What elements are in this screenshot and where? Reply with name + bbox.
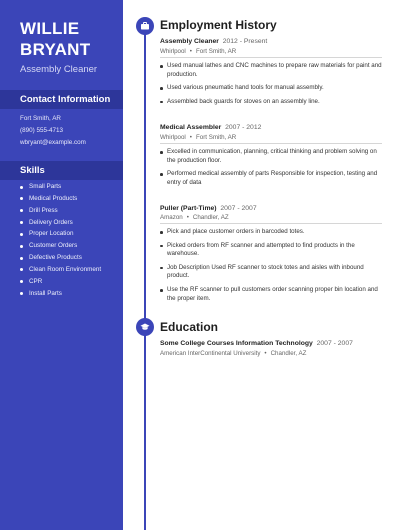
job-bullets [160, 148, 382, 187]
school-line: American InterContinental University • Chandler, AZ [160, 350, 307, 357]
bullet-dot [20, 233, 23, 236]
bullet-item: Used manual lathes and CNC machines to prepare raw materials for paint and production. [160, 62, 382, 79]
employment-heading: Employment History [160, 18, 277, 32]
job-company-line: Amazon • Chandler, AZ [160, 214, 229, 221]
bullet-dot [160, 231, 163, 234]
skill-item: Drill Press [20, 207, 101, 219]
bullet-dot [20, 209, 23, 212]
skill-item: Small Parts [20, 183, 101, 195]
timeline-line [144, 22, 146, 530]
bullet-item: Performed medical assembly of parts Responsible for inspection, testing and entry of data [160, 170, 382, 187]
contact-heading: Contact Information [20, 94, 111, 105]
skill-item: Delivery Orders [20, 219, 101, 231]
skill-item: Install Parts [20, 290, 101, 302]
school-location: Chandler, AZ [270, 350, 307, 357]
skills-heading: Skills [20, 165, 45, 176]
job-location: Fort Smith, AR [195, 134, 237, 141]
job-bullets [160, 228, 382, 303]
job-header [160, 38, 267, 45]
bullet-dot [160, 289, 163, 292]
divider [160, 143, 382, 144]
skill-item: CPR [20, 278, 101, 290]
graduation-cap-icon [136, 318, 154, 336]
job-company: Whirlpool [160, 48, 186, 55]
contact-phone: (890) 555-4713 [20, 127, 64, 134]
bullet-dot [20, 245, 23, 248]
job-company-line: Whirlpool • Fort Smith, AR [160, 48, 237, 55]
contact-email: wbryant@example.com [20, 139, 86, 146]
contact-heading-band [0, 90, 123, 109]
job-dates: 2007 - 2012 [225, 124, 262, 131]
bullet-item: Use the RF scanner to pull customers order scanning proper bin location and the proper item. [160, 286, 382, 303]
bullet-item: Assembled back guards for stoves on an assembly line. [160, 98, 382, 107]
bullet-dot [20, 280, 23, 283]
skill-item: Clean Room Environment [20, 266, 101, 278]
job-title: Puller (Part-Time) [160, 205, 217, 212]
education-header [160, 340, 353, 347]
bullet-dot [20, 257, 23, 260]
bullet-item: Excelled in communication, planning, critical thinking and problem solving on the production floor. [160, 148, 382, 165]
divider [160, 223, 382, 224]
job-location: Chandler, AZ [192, 214, 229, 221]
bullet-dot [20, 292, 23, 295]
education-dates: 2007 - 2007 [316, 340, 353, 347]
job-dates: 2012 - Present [222, 38, 268, 45]
bullet-dot [160, 151, 163, 154]
bullet-dot [160, 245, 163, 248]
job-title: Assembly Cleaner [20, 64, 98, 75]
job-title: Medical Assembler [160, 124, 222, 131]
job-bullets [160, 62, 382, 106]
skill-item: Customer Orders [20, 242, 101, 254]
briefcase-icon [136, 17, 154, 35]
bullet-dot [20, 221, 23, 224]
bullet-dot [160, 65, 163, 68]
bullet-dot [160, 101, 163, 104]
skill-item: Proper Location [20, 230, 101, 242]
first-name: WILLIE [20, 19, 80, 38]
skills-heading-band [0, 161, 123, 180]
bullet-dot [160, 267, 163, 270]
job-header [160, 124, 261, 131]
job-dates: 2007 - 2007 [220, 205, 257, 212]
job-header [160, 205, 257, 212]
skill-item: Defective Products [20, 254, 101, 266]
job-company-line: Whirlpool • Fort Smith, AR [160, 134, 237, 141]
candidate-name [20, 18, 90, 60]
bullet-item: Pick and place customer orders in barcoded totes. [160, 228, 382, 237]
job-title: Assembly Cleaner [160, 38, 219, 45]
bullet-item: Picked orders from RF scanner and attempted to find products in the warehouse. [160, 242, 382, 259]
bullet-dot [20, 197, 23, 200]
degree: Some College Courses Information Technology [160, 340, 313, 347]
bullet-dot [160, 173, 163, 176]
skill-item: Medical Products [20, 195, 101, 207]
job-company: Amazon [160, 214, 183, 221]
bullet-item: Job Description Used RF scanner to stock totes and aisles with inbound product. [160, 264, 382, 281]
divider [160, 57, 382, 58]
bullet-item: Used various pneumatic hand tools for manual assembly. [160, 84, 382, 93]
education-heading: Education [160, 320, 219, 334]
job-company: Whirlpool [160, 134, 186, 141]
bullet-dot [20, 268, 23, 271]
school-name: American InterContinental University [160, 350, 261, 357]
sidebar [0, 0, 123, 530]
contact-location: Fort Smith, AR [20, 115, 61, 122]
job-location: Fort Smith, AR [195, 48, 237, 55]
skills-list [20, 183, 101, 301]
bullet-dot [160, 87, 163, 90]
bullet-dot [20, 186, 23, 189]
last-name: BRYANT [20, 40, 91, 59]
